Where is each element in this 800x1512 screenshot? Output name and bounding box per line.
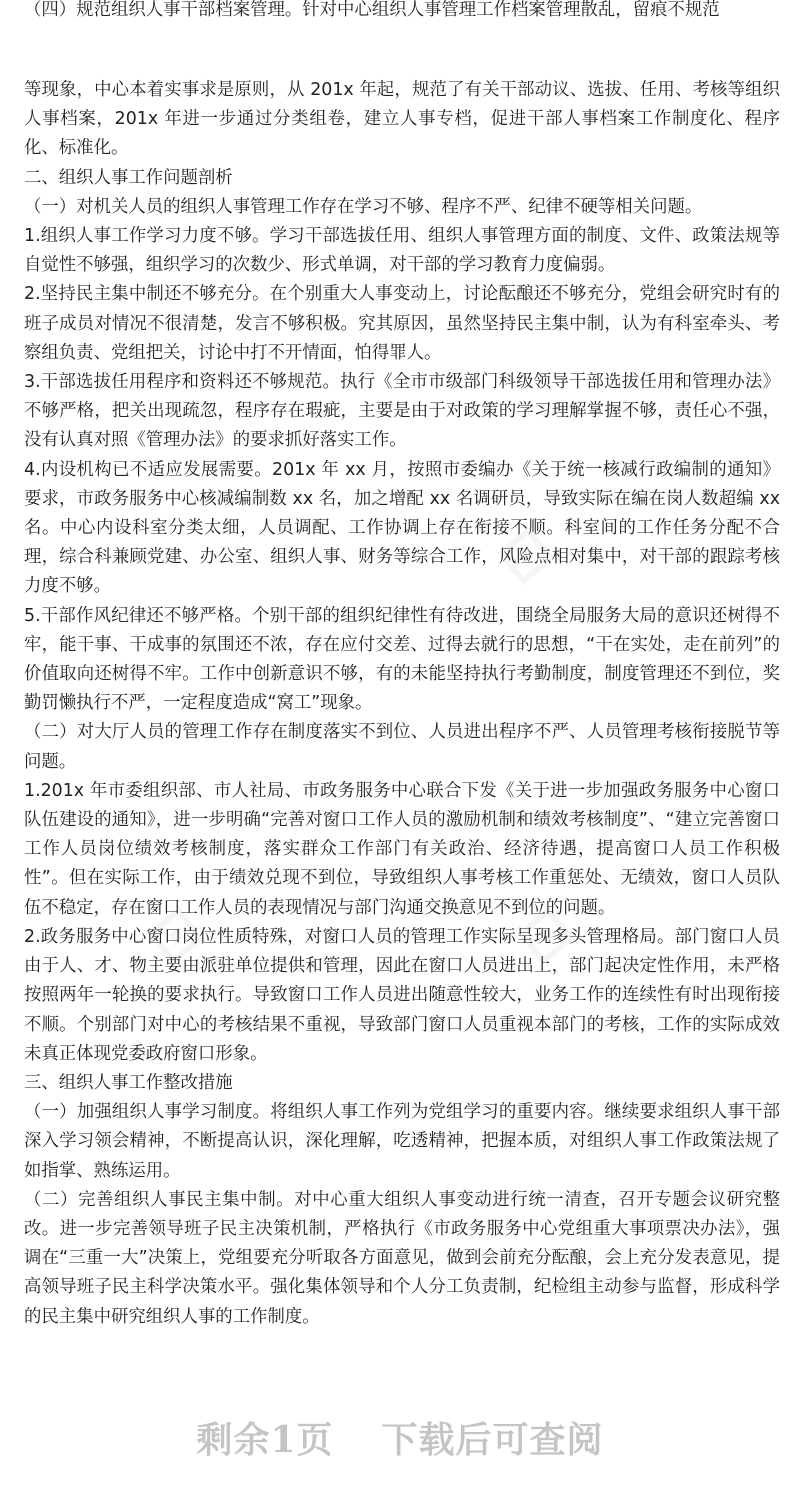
remaining-pages-label[interactable]: 剩余1页: [196, 1418, 334, 1461]
paragraph: （二）完善组织人事民主集中制。对中心重大组织人事变动进行统一清查，召开专题会议研究整改。进一步完善领导班子民主决策机制，严格执行《市政务服务中心党组重大事项票决办法》，强调在“三重一大”决策上，党组要充分听取各方面意见，做到会前充分酝酿，会上充分发表意见，提高领导班子民主科学决策水平。强化集体领导和个人分工负责制，纪检组主动参与监督，形成科学的民主集中研究组织人事的工作制度。: [24, 1189, 780, 1327]
paragraph: 2.坚持民主集中制还不够充分。在个别重大人事变动上，讨论酝酿还不够充分，党组会研究时有的班子成员对情况不很清楚，发言不够积极。究其原因，虽然坚持民主集中制，认为有科室牵头、考察组负责、党组把关，讨论中打不开情面，怕得罪人。: [24, 284, 780, 363]
paragraph: 二、组织人事工作问题剖析: [24, 167, 233, 188]
paragraph: （一）加强组织人事学习制度。将组织人事工作列为党组学习的重要内容。继续要求组织人事干部深入学习领会精神，不断提高认识，深化理解，吃透精神，把握本质，对组织人事工作政策法规了如指掌、熟练运用。: [24, 1102, 780, 1181]
paragraph: （一）对机关人员的组织人事管理工作存在学习不够、程序不严、纪律不硬等相关问题。: [24, 196, 703, 217]
lead-line: （四）规范组织人事干部档案管理。针对中心组织人事管理工作档案管理散乱，留痕不规范: [24, 0, 720, 20]
watermark-mark: ⊡: [503, 892, 587, 978]
paragraph: 三、组织人事工作整改措施: [24, 1072, 233, 1093]
paragraph: 5.干部作风纪律还不够严格。个别干部的组织纪律性有待改进，围绕全局服务大局的意识还树得不牢，能干事、干成事的氛围还不浓，存在应付交差、过得去就行的思想，“干在实处，走在前列”的价值取向还树得不牢。工作中创新意识不够，有的未能坚持执行考勤制度，制度管理还不到位，奖勤罚懒执行不严，一定程度造成“窝工”现象。: [24, 605, 780, 714]
paragraph: （二）对大厅人员的管理工作存在制度落实不到位、人员进出程序不严、人员管理考核衔接脱节等问题。: [24, 722, 780, 772]
download-hint-label[interactable]: 下载后可查阅: [381, 1418, 604, 1461]
paragraph: 3.干部选拔任用程序和资料还不够规范。执行《全市市级部门科级领导干部选拔任用和管理办法》不够严格，把关出现疏忽，程序存在瑕疵，主要是由于对政策的学习理解掌握不够，责任心不强，没有认真对照《管理办法》的要求抓好落实工作。: [24, 372, 780, 451]
paragraph: 等现象，中心本着实事求是原则，从 201x 年起，规范了有关干部动议、选拔、任用、考核等组织人事档案，201x 年进一步通过分类组卷，建立人事专档，促进干部人事档案工作制度化、程序化、标准化。: [24, 80, 780, 159]
paragraph: 4.内设机构已不适应发展需要。201x 年 xx 月，按照市委编办《关于统一核减行政编制的通知》要求，市政务服务中心核减编制数 xx 名，加之增配 xx 名调研员，导致实际在编在岗人数超编 xx 名。中心内设科室分类太细，人员调配、工作协调上存在衔接不顺。科室间的工作任务分配不合理，综合科兼顾党建、办公室、组织人事、财务等综合工作，风险点相对集中，对干部的跟踪考核力度不够。: [24, 459, 780, 597]
paragraph: 1.组织人事工作学习力度不够。学习干部选拔任用、组织人事管理方面的制度、文件、政策法规等自觉性不够强，组织学习的次数少、形式单调，对干部的学习教育力度偏弱。: [24, 226, 780, 276]
paragraph: 2.政务服务中心窗口岗位性质特殊，对窗口人员的管理工作实际呈现多头管理格局。部门窗口人员由于人、才、物主要由派驻单位提供和管理，因此在窗口人员进出上，部门起决定性作用，未严格按照两年一轮换的要求执行。导致窗口工作人员进出随意性较大，业务工作的连续性有时出现衔接不顺。个别部门对中心的考核结果不重视，导致部门窗口人员重视本部门的考核，工作的实际成效未真正体现党委政府窗口形象。: [24, 926, 780, 1064]
document-body: [24, 76, 780, 1332]
paragraph: 1.201x 年市委组织部、市人社局、市政务服务中心联合下发《关于进一步加强政务服务中心窗口队伍建设的通知》，进一步明确“完善对窗口工作人员的激励机制和绩效考核制度”、“建立完善窗口工作人员岗位绩效考核制度，落实群众工作部门有关政治、经济待遇，提高窗口人员工作积极性”。但在实际工作，由于绩效兑现不到位，导致组织人事考核工作重惩处、无绩效，窗口人员队伍不稳定，存在窗口工作人员的表现情况与部门沟通交换意见不到位的问题。: [24, 780, 780, 918]
download-footer[interactable]: [0, 1412, 800, 1462]
watermark-mark: ⊡: [133, 892, 217, 978]
watermark-mark: ⊡: [483, 512, 567, 598]
